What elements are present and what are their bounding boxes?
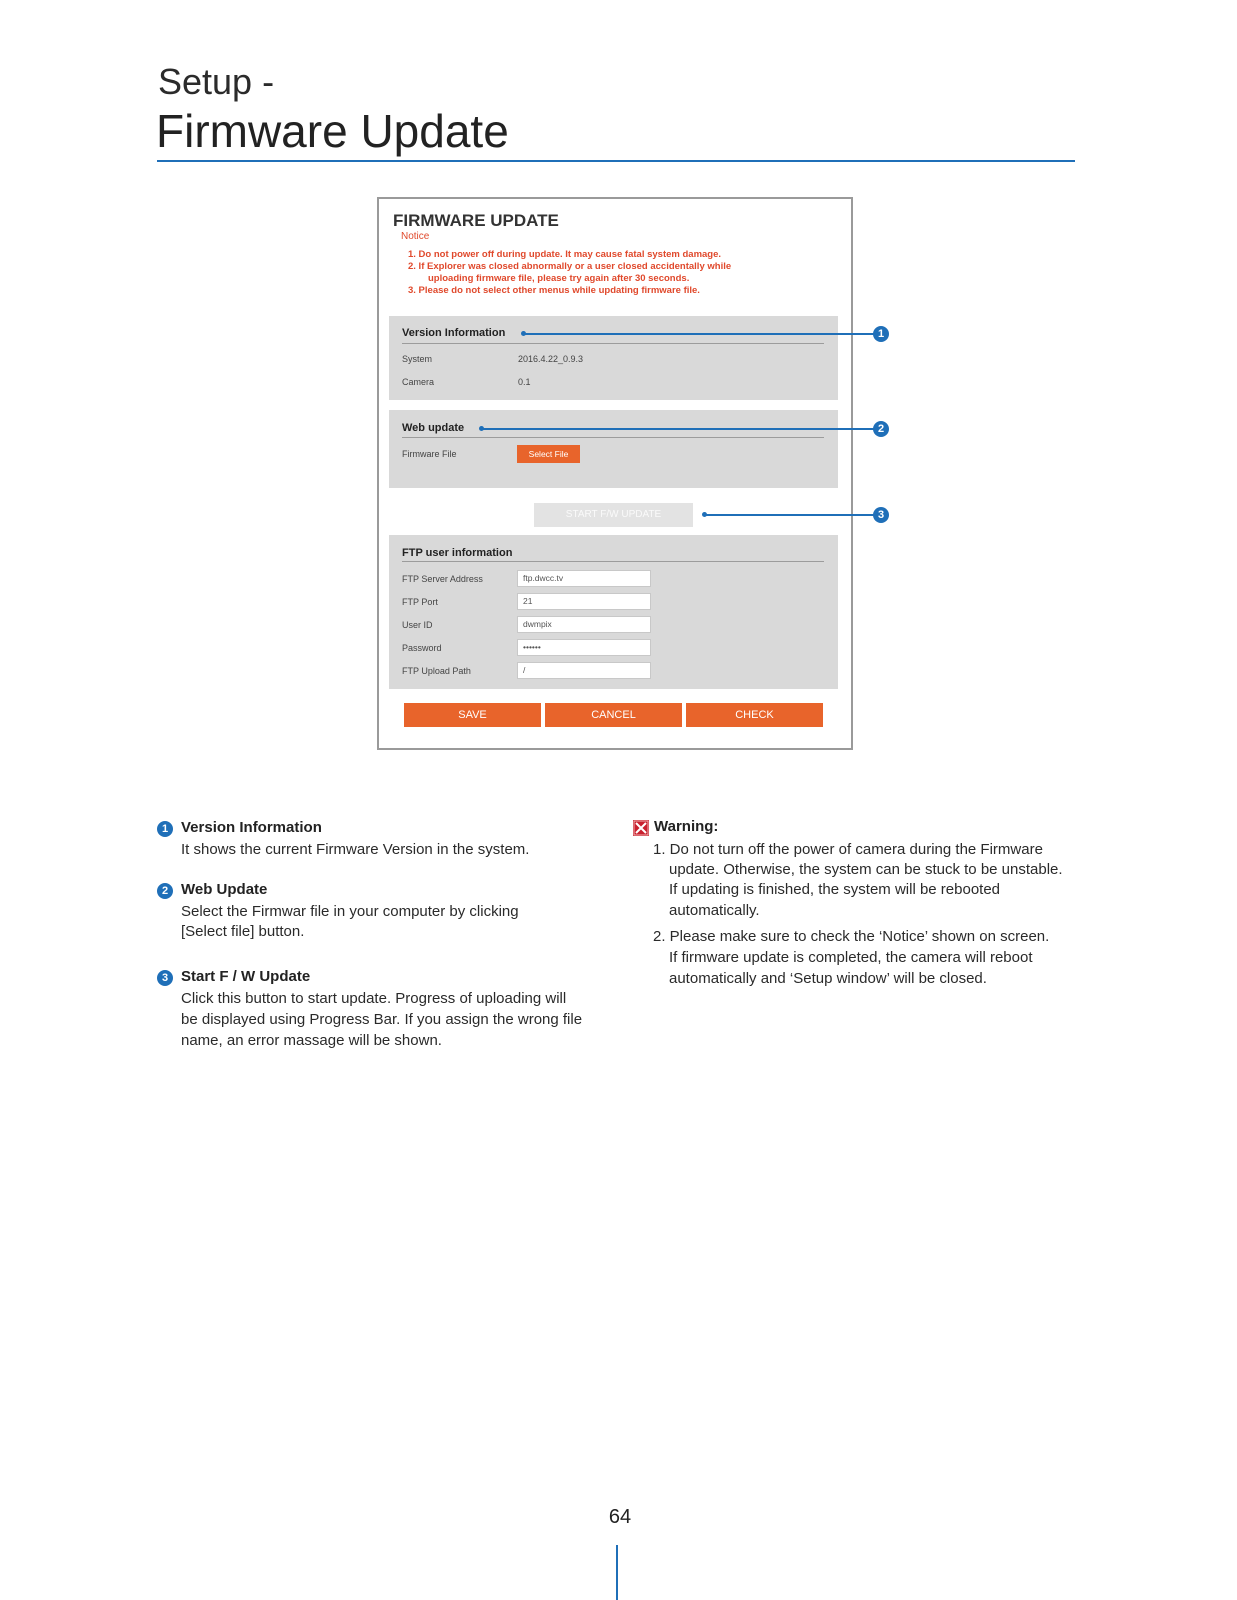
notice-line: uploading firmware file, please try again after 30 seconds. (428, 273, 690, 284)
notice-line: 2. If Explorer was closed abnormally or a user closed accidentally while (408, 261, 732, 272)
system-label: System (402, 354, 433, 364)
save-button[interactable]: SAVE (404, 703, 541, 727)
version-info-title: Version Information (402, 327, 506, 339)
ftp-info-title: FTP user information (402, 547, 513, 559)
warning-icon (633, 820, 649, 836)
desc-3-badge: 3 (157, 970, 173, 986)
select-file-button[interactable]: Select File (517, 445, 580, 463)
callout-1-badge: 1 (873, 326, 889, 342)
panel-divider (402, 437, 824, 438)
desc-1-title: Version Information (181, 819, 322, 836)
desc-3-title: Start F / W Update (181, 968, 311, 985)
ftp-server-label: FTP Server Address (402, 574, 483, 584)
desc-3-line: be displayed using Progress Bar. If you assign the wrong file (181, 1011, 583, 1028)
page-number: 64 (608, 1506, 632, 1528)
camera-label: Camera (402, 377, 435, 387)
warning-title: Warning: (654, 818, 719, 835)
start-fw-update-button[interactable]: START F/W UPDATE (534, 503, 693, 527)
desc-1-badge: 1 (157, 821, 173, 837)
ftp-server-input[interactable]: ftp.dwcc.tv (517, 570, 651, 587)
header-divider (157, 160, 1075, 162)
panel-divider (402, 561, 824, 562)
ftp-upload-path-label: FTP Upload Path (402, 666, 471, 676)
system-version-value: 2016.4.22_0.9.3 (518, 354, 584, 364)
desc-3-line: name, an error massage will be shown. (181, 1032, 442, 1049)
panel-divider (402, 343, 824, 344)
ftp-upload-path-input[interactable]: / (517, 662, 651, 679)
notice-label: Notice (401, 231, 430, 242)
check-button[interactable]: CHECK (686, 703, 823, 727)
cancel-button[interactable]: CANCEL (545, 703, 682, 727)
callout-3-badge: 3 (873, 507, 889, 523)
password-label: Password (402, 643, 442, 653)
desc-2-title: Web Update (181, 881, 268, 898)
warning-line: 1. Do not turn off the power of camera during the Firmware (653, 841, 1043, 858)
firmware-file-label: Firmware File (402, 449, 457, 459)
user-id-input[interactable]: dwmpix (517, 616, 651, 633)
callout-3-line (705, 514, 874, 516)
screenshot-title: FIRMWARE UPDATE (393, 211, 559, 230)
warning-line: automatically and ‘Setup window’ will be closed. (669, 970, 987, 987)
page-title: Firmware Update (156, 105, 509, 157)
footer-rule (616, 1545, 618, 1600)
warning-line: If updating is finished, the system will be rebooted (669, 881, 1001, 898)
callout-2-badge: 2 (873, 421, 889, 437)
user-id-label: User ID (402, 620, 433, 630)
web-update-title: Web update (402, 422, 465, 434)
ftp-port-input[interactable]: 21 (517, 593, 651, 610)
camera-version-value: 0.1 (518, 377, 531, 387)
desc-2-badge: 2 (157, 883, 173, 899)
desc-1-text: It shows the current Firmware Version in the system. (181, 841, 530, 858)
callout-1-line (524, 333, 874, 335)
page-subtitle: Setup - (158, 61, 275, 102)
desc-2-line: Select the Firmwar file in your computer by clicking (181, 903, 519, 920)
notice-line: 1. Do not power off during update. It may cause fatal system damage. (408, 249, 722, 260)
password-input[interactable]: •••••• (517, 639, 651, 656)
desc-3-line: Click this button to start update. Progress of uploading will (181, 990, 567, 1007)
callout-2-line (482, 428, 874, 430)
warning-line: update. Otherwise, the system can be stuck to be unstable. (669, 861, 1063, 878)
warning-line: If firmware update is completed, the camera will reboot (669, 949, 1033, 966)
warning-line: 2. Please make sure to check the ‘Notice’ shown on screen. (653, 928, 1050, 945)
notice-line: 3. Please do not select other menus while updating firmware file. (408, 285, 700, 296)
desc-2-line: [Select file] button. (181, 923, 305, 940)
ftp-port-label: FTP Port (402, 597, 438, 607)
warning-line: automatically. (669, 902, 760, 919)
